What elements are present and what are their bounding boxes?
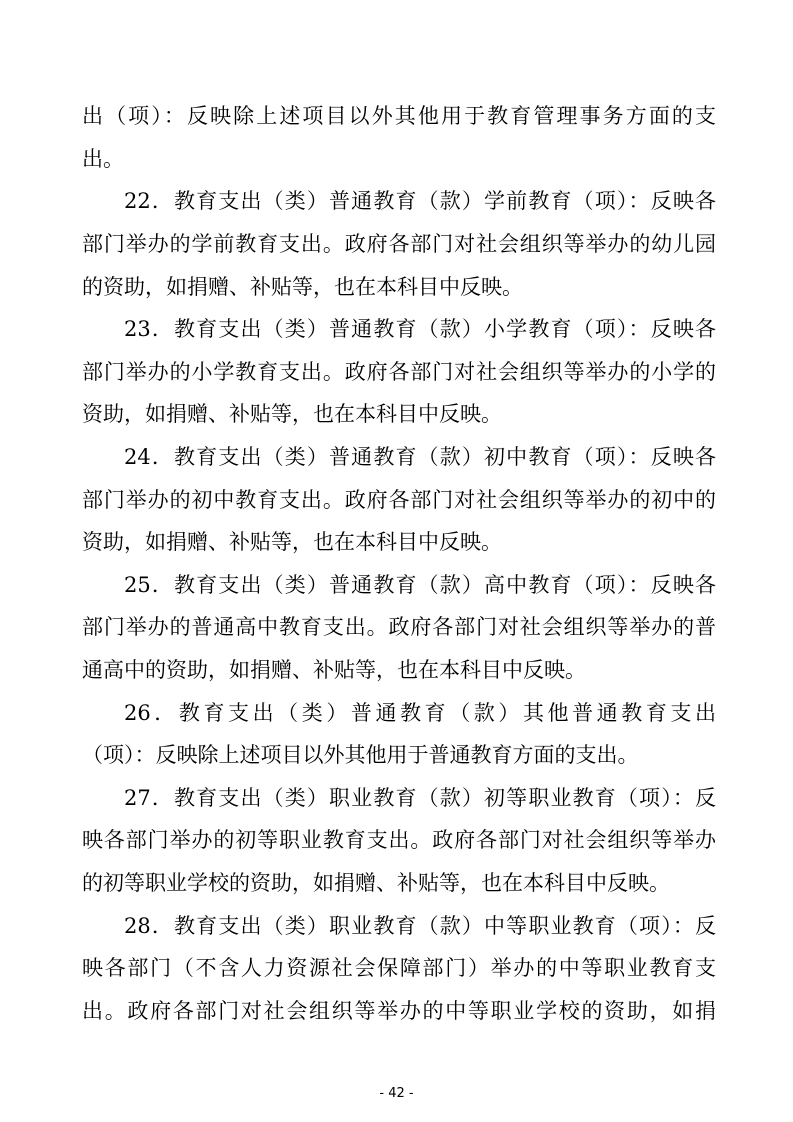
- text-line: 部门举办的初中教育支出。政府各部门对社会组织等举办的初中的: [82, 488, 716, 512]
- text-line: 出。政府各部门对社会组织等举办的中等职业学校的资助，如捐: [82, 999, 716, 1023]
- text-line: 部门举办的小学教育支出。政府各部门对社会组织等举办的小学的: [82, 360, 716, 384]
- paragraph-27-heading: 27．教育支出（类）职业教育（款）初等职业教育（项）：反: [124, 786, 716, 810]
- page-number: - 42 -: [379, 1086, 414, 1101]
- text-line: 资助，如捐赠、补贴等，也在本科目中反映。: [82, 530, 502, 554]
- paragraph-26-heading: 26．教育支出（类）普通教育（款）其他普通教育支出: [124, 701, 716, 725]
- text-line: 出。: [82, 147, 124, 171]
- paragraph-22-heading: 22．教育支出（类）普通教育（款）学前教育（项）：反映各: [124, 189, 716, 213]
- text-line: 出（项）：反映除上述项目以外其他用于教育管理事务方面的支: [82, 104, 716, 128]
- paragraph-23-heading: 23．教育支出（类）普通教育（款）小学教育（项）：反映各: [124, 317, 716, 341]
- text-line: 的资助，如捐赠、补贴等，也在本科目中反映。: [82, 275, 523, 299]
- text-line: （项）：反映除上述项目以外其他用于普通教育方面的支出。: [82, 743, 639, 767]
- text-line: 映各部门举办的初等职业教育支出。政府各部门对社会组织等举办: [82, 828, 716, 852]
- text-line: 资助，如捐赠、补贴等，也在本科目中反映。: [82, 402, 502, 426]
- text-line: 映各部门（不含人力资源社会保障部门）举办的中等职业教育支: [82, 956, 716, 980]
- text-line: 部门举办的学前教育支出。政府各部门对社会组织等举办的幼儿园: [82, 232, 716, 256]
- paragraph-24-heading: 24．教育支出（类）普通教育（款）初中教育（项）：反映各: [124, 445, 716, 469]
- text-line: 部门举办的普通高中教育支出。政府各部门对社会组织等举办的普: [82, 615, 716, 639]
- text-line: 通高中的资助，如捐赠、补贴等，也在本科目中反映。: [82, 658, 586, 682]
- text-line: 的初等职业学校的资助，如捐赠、补贴等，也在本科目中反映。: [82, 871, 670, 895]
- paragraph-28-heading: 28．教育支出（类）职业教育（款）中等职业教育（项）：反: [124, 914, 716, 938]
- paragraph-25-heading: 25．教育支出（类）普通教育（款）高中教育（项）：反映各: [124, 573, 716, 597]
